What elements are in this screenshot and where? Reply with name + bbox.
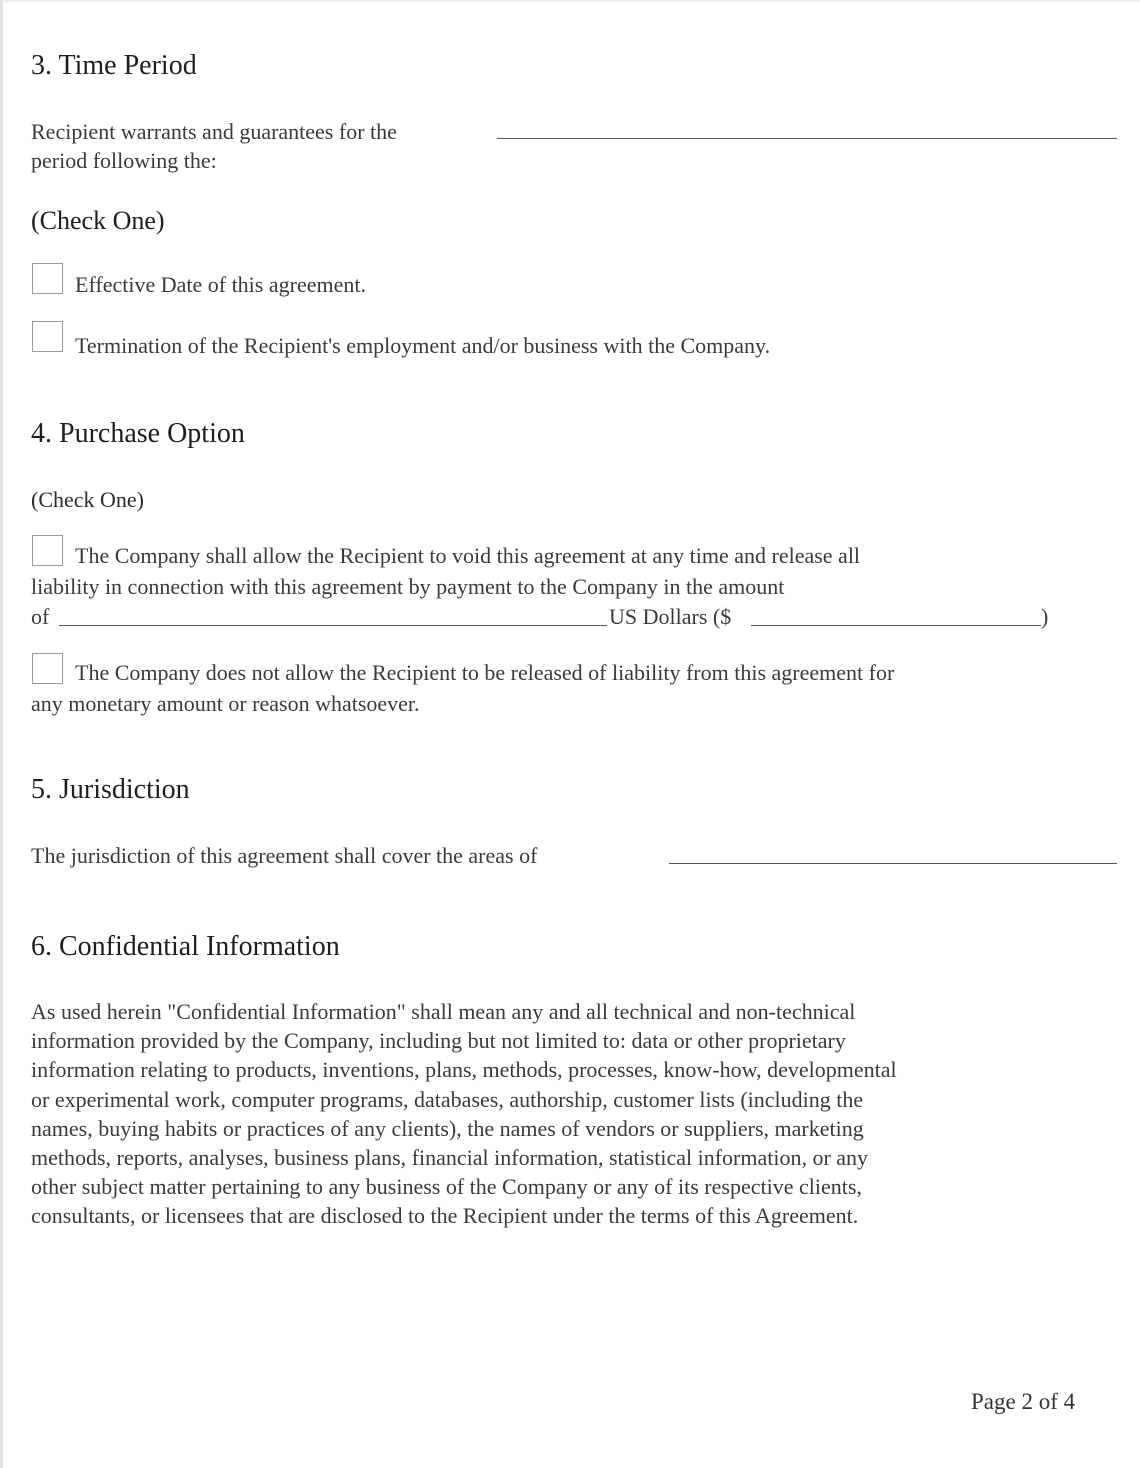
confidential-info-paragraph: [31, 997, 897, 1231]
jurisdiction-blank[interactable]: [669, 863, 1117, 864]
paragraph-line: other subject matter pertaining to any business of the Company or any of its respective clients,: [31, 1174, 862, 1200]
paragraph-line: information relating to products, inventions, plans, methods, processes, know-how, developmental: [31, 1057, 897, 1083]
amount-words-blank[interactable]: [59, 625, 607, 626]
section-4-heading: 4. Purchase Option: [31, 418, 245, 449]
page-number: Page 2 of 4: [971, 1389, 1076, 1414]
section-6-heading: 6. Confidential Information: [31, 931, 340, 962]
paragraph-line: names, buying habits or practices of any clients), the names of vendors or suppliers, marketing: [31, 1115, 864, 1141]
effective-date-label: Effective Date of this agreement.: [75, 272, 366, 297]
termination-checkbox[interactable]: [32, 321, 63, 352]
jurisdiction-text: The jurisdiction of this agreement shall cover the areas of: [31, 843, 538, 868]
us-dollars-label: US Dollars ($: [609, 604, 732, 629]
time-period-blank[interactable]: [497, 138, 1117, 139]
no-release-line-1: The Company does not allow the Recipient to be released of liability from this agreement for: [75, 660, 895, 685]
void-agreement-of: of: [31, 604, 50, 629]
section-3-line-2: period following the:: [31, 148, 217, 173]
termination-label: Termination of the Recipient's employment and/or business with the Company.: [75, 333, 771, 358]
amount-close-paren: ): [1041, 604, 1049, 629]
section-5-heading: 5. Jurisdiction: [31, 774, 190, 805]
void-agreement-line-1: The Company shall allow the Recipient to void this agreement at any time and release all: [75, 543, 861, 568]
no-release-checkbox[interactable]: [32, 653, 63, 684]
void-agreement-checkbox[interactable]: [32, 535, 63, 566]
section-3-heading: 3. Time Period: [31, 50, 197, 81]
section-4-check-one: (Check One): [31, 487, 145, 512]
paragraph-line: or experimental work, computer programs, databases, authorship, customer lists (including the: [31, 1086, 864, 1112]
paragraph-line: As used herein "Confidential Information" shall mean any and all technical and non-technical: [31, 999, 856, 1024]
paragraph-line: information provided by the Company, including but not limited to: data or other proprietary: [31, 1028, 846, 1054]
effective-date-checkbox[interactable]: [32, 263, 63, 294]
section-3-line-1: Recipient warrants and guarantees for the: [31, 119, 397, 144]
paragraph-line: consultants, or licensees that are disclosed to the Recipient under the terms of this Agreement.: [31, 1203, 859, 1229]
section-3-check-one: (Check One): [31, 206, 165, 235]
no-release-line-2: any monetary amount or reason whatsoever.: [31, 691, 420, 716]
void-agreement-line-2: liability in connection with this agreement by payment to the Company in the amount: [31, 574, 785, 599]
amount-number-blank[interactable]: [751, 625, 1041, 626]
paragraph-line: methods, reports, analyses, business plans, financial information, statistical information, or any: [31, 1145, 869, 1171]
